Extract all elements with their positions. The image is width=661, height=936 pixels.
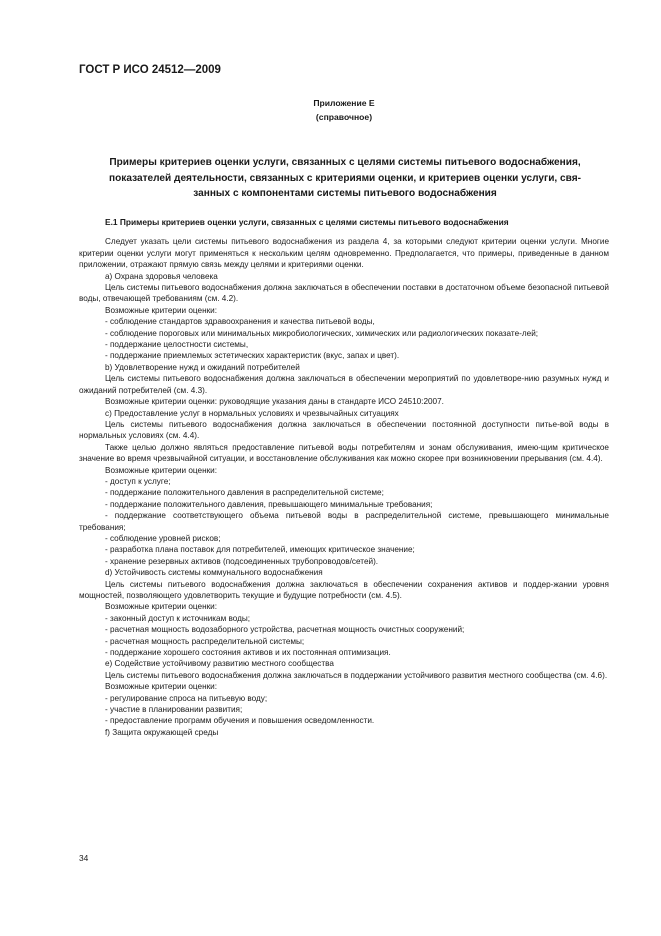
page-number: 34 <box>79 853 89 863</box>
paragraph: Возможные критерии оценки: <box>105 465 218 475</box>
annex-main-title <box>82 155 608 202</box>
list-item: - предоставление программ обучения и повышения осведомленности. <box>105 716 375 726</box>
annex-type: (справочное) <box>315 112 373 122</box>
list-item: - поддержание соответствующего объема питьевой воды в распределительной системе, превышающего минимальные требования; <box>79 511 609 532</box>
list-item: - расчетная мощность водозаборного устройства, расчетная мощность очистных сооружений; <box>105 625 465 635</box>
paragraph: Цель системы питьевого водоснабжения должна заключаться в поддержании устойчивого развития местного сообщества (см. 4.6). <box>105 670 608 680</box>
list-item: - доступ к услуге; <box>105 476 171 486</box>
paragraph: Возможные критерии оценки: <box>105 602 218 612</box>
document-code: ГОСТ Р ИСО 24512—2009 <box>79 64 221 76</box>
list-heading: d) Устойчивость системы коммунального водоснабжения <box>105 568 323 578</box>
list-item: - регулирование спроса на питьевую воду; <box>105 693 268 703</box>
paragraph: Следует указать цели системы питьевого водоснабжения из раздела 4, за которыми следуют критерии оценки услуги. Многие критерии оценки услуги могут применяться к нескольким целям одновременно. Предполагается, что примеры, приведенные в данном приложении, отражают прямую связь между целями и критериями оценки. <box>79 237 609 270</box>
title-line: Примеры критериев оценки услуги, связанных с целями системы питьевого водоснабжения, <box>109 157 581 168</box>
list-heading: c) Предоставление услуг в нормальных условиях и чрезвычайных ситуациях <box>105 408 399 418</box>
paragraph: Возможные критерии оценки: <box>105 305 218 315</box>
list-item: - поддержание приемлемых эстетических характеристик (вкус, запах и цвет). <box>105 351 400 361</box>
list-heading: e) Содействие устойчивому развитию местного сообщества <box>105 659 334 669</box>
annex-title: Приложение Е <box>313 98 375 108</box>
annex-heading <box>79 96 609 124</box>
list-item: - поддержание положительного давления в распределительной системе; <box>105 488 384 498</box>
list-item: - расчетная мощность распределительной системы; <box>105 636 305 646</box>
list-item: - поддержание положительного давления, превышающего минимальные требования; <box>105 499 433 509</box>
paragraph: Цель системы питьевого водоснабжения должна заключаться в обеспечении поставки в достаточном объеме безопасной питьевой воды, отвечающей требованиям (см. 4.2). <box>79 283 609 304</box>
title-line: занных с компонентами системы питьевого водоснабжения <box>193 188 497 200</box>
section-heading: Е.1 Примеры критериев оценки услуги, связанных с целями системы питьевого водоснабжения <box>105 217 509 227</box>
list-item: - участие в планировании развития; <box>105 705 243 715</box>
list-heading: а) Охрана здоровья человека <box>105 271 218 281</box>
list-item: - соблюдение уровней рисков; <box>105 533 221 543</box>
list-heading: b) Удовлетворение нужд и ожиданий потребителей <box>105 362 300 372</box>
list-item: - поддержание хорошего состояния активов и их постоянная оптимизация. <box>105 648 391 658</box>
title-line: показателей деятельности, связанных с критериями оценки, и критериев оценки услуги, свя- <box>109 172 581 184</box>
paragraph: Возможные критерии оценки: <box>105 682 218 692</box>
paragraph: Цель системы питьевого водоснабжения должна заключаться в обеспечении постоянной доступности питье-вой воды в нормальных условиях (см. 4.4). <box>79 419 609 441</box>
paragraph: Возможные критерии оценки: руководящие указания даны в стандарте ИСО 24510:2007. <box>105 397 444 407</box>
list-item: - разработка плана поставок для потребителей, имеющих критическое значение; <box>105 545 415 555</box>
list-item: - поддержание целостности системы, <box>105 340 249 350</box>
list-item: - соблюдение пороговых или минимальных микробиологических, химических или радиологических показате-лей; <box>105 328 539 338</box>
list-heading: f) Защита окружающей среды <box>105 727 219 737</box>
paragraph: Также целью должно являться предоставление питьевой воды потребителям и зонам обслуживания, имею-щим критическое значение во время чрезвычайной ситуации, и восстановление обслуживания как можно скорее при возникновении прерывания (см. 4.4). <box>79 442 609 464</box>
list-item: - хранение резервных активов (подсоединенных трубопроводов/сетей). <box>105 556 379 566</box>
list-item: - соблюдение стандартов здравоохранения и качества питьевой воды, <box>105 317 375 327</box>
paragraph: Цель системы питьевого водоснабжения должна заключаться в обеспечении мероприятий по удовлетворе-нию разумных нужд и ожиданий потребителей (см. 4.3). <box>79 374 609 395</box>
body-text <box>79 217 609 738</box>
list-item: - законный доступ к источникам воды; <box>105 613 251 623</box>
paragraph: Цель системы питьевого водоснабжения должна заключаться в обеспечении сохранения активов и поддер-жании уровня мощностей, позволяющего удовлетворить текущие и будущие потребности (см. 4.5). <box>79 579 609 600</box>
